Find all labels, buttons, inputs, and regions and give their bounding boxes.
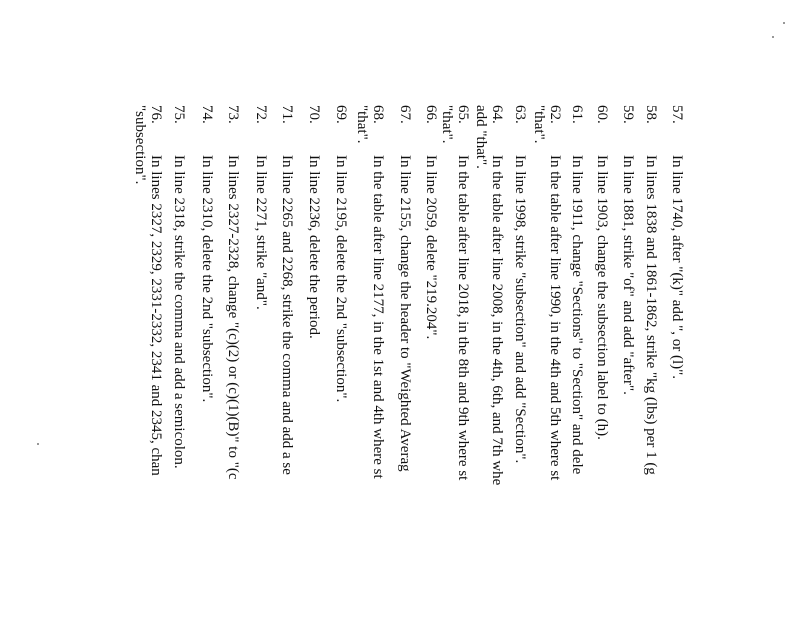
item-number: 73. [225, 105, 241, 124]
item-text-continued: "subsection". [132, 105, 148, 185]
item-text: In line 2271, strike "and". [253, 155, 269, 310]
item-text: In line 1903, change the subsection label to (h). [594, 155, 610, 440]
item-text: In the table after line 1990, in the 4th and 5th where st [547, 155, 563, 481]
item-text-continued: "that". [439, 105, 455, 144]
item-number: 61. [569, 105, 585, 124]
item-text: In line 1998, strike "subsection" and add "Section". [512, 155, 528, 464]
item-text: In line 1740, after "(k)" add ", or (l)". [669, 155, 685, 380]
scan-speck [783, 22, 785, 24]
item-number: 59. [620, 105, 636, 124]
item-number: 76. [148, 105, 164, 124]
item-text: In line 1911, change "Sections" to "Section" and dele [569, 155, 585, 475]
item-number: 71. [279, 105, 295, 124]
item-text: In line 2318, strike the comma and add a semicolon. [171, 155, 187, 469]
item-number: 64. [489, 105, 505, 124]
item-number: 62. [547, 105, 563, 124]
item-text: In lines 1838 and 1861-1862, strike "kg (lbs) per 1 (g [643, 155, 659, 475]
item-text: In lines 2327-2328, change "(c)(2) or (c)(1)(B)" to "(c [225, 155, 241, 480]
scan-speck [37, 443, 39, 445]
item-number: 66. [423, 105, 439, 124]
item-text: In the table after line 2008, in the 4th, 6th, and 7th whe [489, 155, 505, 486]
item-text: In line 2059, delete "219.204". [423, 155, 439, 340]
item-text: In the table after line 2018, in the 8th and 9th where st [455, 155, 471, 481]
item-number: 75. [171, 105, 187, 124]
item-text-continued: add "that". [473, 105, 489, 169]
item-number: 70. [306, 105, 322, 124]
item-number: 74. [199, 105, 215, 124]
item-number: 69. [333, 105, 349, 124]
item-text-continued: "that". [354, 105, 370, 144]
item-number: 72. [253, 105, 269, 124]
item-text: In line 2155, change the header to "Weighted Averag [397, 155, 413, 472]
item-number: 58. [643, 105, 659, 124]
item-number: 65. [455, 105, 471, 124]
rotated-content [85, 105, 685, 618]
item-text: In line 2265 and 2268, strike the comma and add a se [279, 155, 295, 475]
item-number: 57. [669, 105, 685, 124]
item-text-continued: "that". [531, 105, 547, 144]
item-number: 67. [397, 105, 413, 124]
item-number: 63. [512, 105, 528, 124]
item-number: 60. [594, 105, 610, 124]
item-text: In line 2236, delete the period. [306, 155, 322, 339]
item-text: In line 2195, delete the 2nd "subsection". [333, 155, 349, 403]
item-number: 68. [370, 105, 386, 124]
item-text: In lines 2327, 2329, 2331-2332, 2341 and 2345, chan [148, 155, 164, 476]
item-text: In line 1881, strike "of" and add "after". [620, 155, 636, 395]
scan-speck [772, 36, 774, 38]
item-text: In line 2310, delete the 2nd "subsection". [199, 155, 215, 403]
item-text: In the table after line 2177, in the 1st and 4th where st [370, 155, 386, 479]
